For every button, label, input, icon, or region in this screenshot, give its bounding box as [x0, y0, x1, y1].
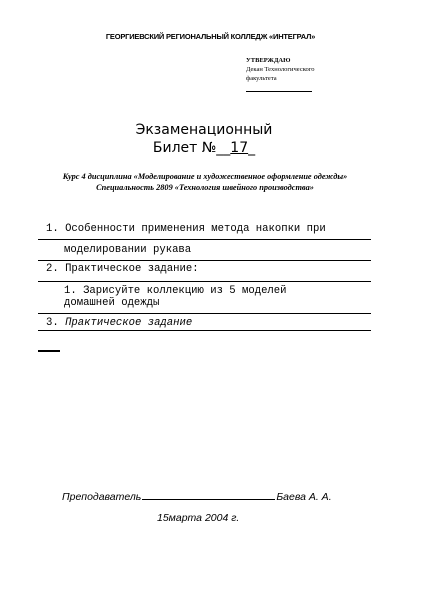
title-line-1: Экзаменационный — [135, 122, 273, 138]
question-3 — [46, 317, 192, 329]
ticket-title — [0, 121, 408, 157]
rule — [38, 330, 371, 331]
title-prefix: Билет №__ — [152, 140, 231, 156]
course-specialty: Специальность 2809 «Технология швейного производства» — [96, 183, 314, 192]
question-3-number: 3. — [46, 317, 59, 329]
college-name: ГЕОРГИЕВСКИЙ РЕГИОНАЛЬНЫЙ КОЛЛЕДЖ «ИНТЕГРАЛ» — [105, 32, 316, 41]
rule — [38, 260, 371, 261]
approval-block — [246, 56, 315, 83]
teacher-signature-line — [142, 490, 275, 500]
question-2-task-line-1: 1. Зарисуйте коллекцию из 5 моделей — [64, 285, 287, 297]
ticket-number: 17 — [230, 140, 249, 156]
teacher-name: Баева А. А. — [276, 491, 332, 503]
rule — [38, 313, 371, 314]
approval-line-1: УТВЕРЖДАЮ — [246, 57, 291, 64]
exam-date: 15марта 2004 г. — [157, 512, 240, 524]
teacher-label: Преподаватель — [62, 491, 142, 503]
course-info — [20, 171, 390, 193]
rule — [38, 281, 371, 282]
question-1-line-2: моделировании рукава — [64, 244, 192, 256]
teacher-line — [62, 490, 332, 503]
end-dash — [38, 350, 60, 352]
approval-line-2: Декан Технологического — [246, 66, 315, 73]
title-suffix: _ — [248, 140, 256, 156]
course-discipline: Курс 4 дисциплина «Моделирование и художественное оформление одежды» — [62, 172, 348, 181]
question-1-line-1: 1. Особенности применения метода накопки при — [46, 223, 326, 235]
approval-line-3: факультета — [246, 75, 277, 82]
question-2-task-line-2: домашней одежды — [64, 297, 160, 309]
title-line-2 — [0, 139, 408, 157]
question-3-text: Практическое задание — [65, 317, 193, 329]
question-2: 2. Практическое задание: — [46, 263, 199, 275]
rule — [38, 239, 371, 240]
approval-signature-line — [246, 91, 312, 92]
